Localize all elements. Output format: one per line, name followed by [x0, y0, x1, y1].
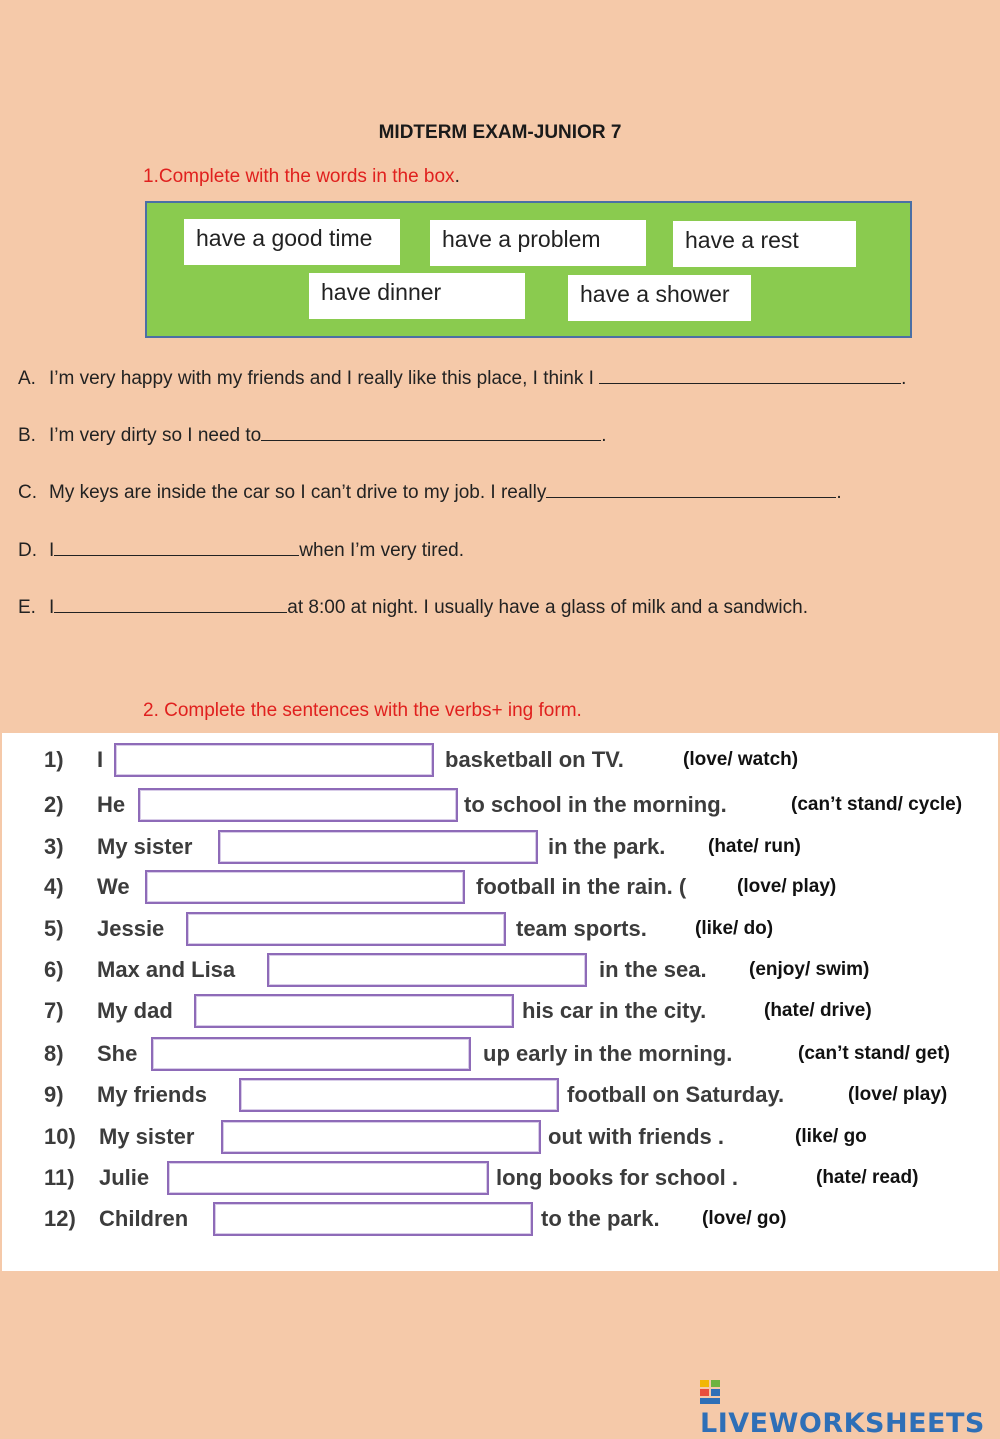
item-hint: (like/ go — [795, 1126, 867, 1147]
word-chip: have a good time — [184, 219, 400, 265]
answer-input[interactable] — [267, 953, 587, 987]
sentence-letter: E. — [18, 597, 36, 618]
sentence-text-end: . — [901, 368, 907, 389]
word-box — [145, 201, 912, 338]
item-number: 8) — [44, 1041, 64, 1066]
sentence-text-end: at 8:00 at night. I usually have a glass of milk and a sandwich. — [287, 597, 808, 618]
exercise-row — [2, 1078, 998, 1112]
answer-blank[interactable] — [261, 424, 601, 441]
item-subject: Jessie — [97, 916, 165, 941]
liveworksheets-logo-icon — [700, 1380, 720, 1404]
item-rest: football in the rain. ( — [476, 874, 687, 899]
item-number: 10) — [44, 1124, 76, 1149]
item-hint: (can’t stand/ get) — [798, 1043, 951, 1064]
answer-input[interactable] — [194, 994, 514, 1028]
exercise-row — [2, 1120, 998, 1154]
sentence-text: I — [49, 597, 55, 618]
item-number: 9) — [44, 1082, 64, 1107]
sentence-letter: B. — [18, 425, 36, 446]
sentence-letter: A. — [18, 368, 36, 389]
exercise-row — [2, 1202, 998, 1236]
answer-input[interactable] — [138, 788, 458, 822]
item-rest: long books for school . — [496, 1165, 738, 1190]
section2-heading: 2. Complete the sentences with the verbs+ ing form. — [143, 700, 582, 721]
brand-text: LIVEWORKSHEETS — [700, 1408, 985, 1439]
sentence-e — [18, 596, 808, 619]
sentence-text: I’m very happy with my friends and I really like this place, I think I — [49, 368, 600, 389]
word-chip: have a problem — [430, 220, 646, 266]
sentence-text-end: when I’m very tired. — [299, 540, 465, 561]
item-subject: My friends — [97, 1082, 208, 1107]
answer-input[interactable] — [151, 1037, 471, 1071]
sentence-c — [18, 481, 842, 504]
item-number: 12) — [44, 1206, 76, 1231]
answer-blank[interactable] — [54, 539, 299, 556]
answer-input[interactable] — [114, 743, 434, 777]
item-rest: to the park. — [541, 1206, 660, 1231]
answer-blank[interactable] — [54, 596, 287, 613]
item-rest: basketball on TV. — [445, 747, 624, 772]
item-hint: (hate/ read) — [816, 1167, 919, 1188]
item-subject: We — [97, 874, 130, 899]
answer-input[interactable] — [167, 1161, 489, 1195]
section1-heading-text: 1.Complete with the words in the box — [143, 166, 455, 187]
sentence-text-end: . — [836, 482, 842, 503]
answer-input[interactable] — [239, 1078, 559, 1112]
item-number: 11) — [44, 1165, 75, 1190]
answer-input[interactable] — [145, 870, 465, 904]
item-subject: Julie — [99, 1165, 150, 1190]
item-subject: My dad — [97, 998, 173, 1023]
word-chip: have a shower — [568, 275, 751, 321]
item-hint: (can’t stand/ cycle) — [791, 794, 963, 815]
sentence-a — [18, 367, 906, 390]
item-number: 2) — [44, 792, 64, 817]
word-chip: have dinner — [309, 273, 525, 319]
exercise-row — [2, 1161, 998, 1195]
item-hint: (enjoy/ swim) — [749, 959, 870, 980]
item-hint: (love/ play) — [737, 876, 837, 897]
word-chip: have a rest — [673, 221, 856, 267]
item-subject: She — [97, 1041, 138, 1066]
item-subject: I — [97, 747, 104, 772]
item-hint: (hate/ drive) — [764, 1000, 872, 1021]
sentence-letter: D. — [18, 540, 37, 561]
item-number: 1) — [44, 747, 64, 772]
sentence-d — [18, 539, 464, 562]
exercise2-panel — [2, 733, 998, 1271]
item-number: 3) — [44, 834, 64, 859]
item-subject: Max and Lisa — [97, 957, 236, 982]
item-hint: (love/ go) — [702, 1208, 787, 1229]
exercise-row — [2, 870, 998, 904]
item-rest: to school in the morning. — [464, 792, 727, 817]
exercise-row — [2, 743, 998, 777]
item-rest: up early in the morning. — [483, 1041, 733, 1066]
exercise-row — [2, 994, 998, 1028]
item-hint: (love/ watch) — [683, 749, 799, 770]
exercise-row — [2, 953, 998, 987]
item-subject: My sister — [97, 834, 193, 859]
item-rest: his car in the city. — [522, 998, 707, 1023]
item-subject: Children — [99, 1206, 189, 1231]
exercise-row — [2, 830, 998, 864]
item-subject: My sister — [99, 1124, 195, 1149]
sentence-text-end: . — [601, 425, 607, 446]
section1-heading-period: . — [454, 166, 460, 187]
answer-input[interactable] — [186, 912, 506, 946]
exercise-row — [2, 912, 998, 946]
page-title: MIDTERM EXAM-JUNIOR 7 — [378, 122, 622, 143]
answer-input[interactable] — [213, 1202, 533, 1236]
item-subject: He — [97, 792, 126, 817]
item-number: 4) — [44, 874, 64, 899]
brand-logo — [700, 1377, 995, 1439]
answer-blank[interactable] — [546, 481, 836, 498]
sentence-text: I — [49, 540, 55, 561]
answer-input[interactable] — [218, 830, 538, 864]
exercise-row — [2, 788, 998, 822]
item-number: 5) — [44, 916, 64, 941]
item-hint: (love/ play) — [848, 1084, 948, 1105]
item-hint: (hate/ run) — [708, 836, 801, 857]
answer-blank[interactable] — [599, 367, 901, 384]
item-hint: (like/ do) — [695, 918, 774, 939]
sentence-b — [18, 424, 607, 447]
item-rest: out with friends . — [548, 1124, 724, 1149]
item-rest: in the sea. — [599, 957, 707, 982]
sentence-text: My keys are inside the car so I can’t drive to my job. I really — [49, 482, 547, 503]
section1-heading — [143, 166, 460, 188]
sentence-text: I’m very dirty so I need to — [49, 425, 262, 446]
exercise-row — [2, 1037, 998, 1071]
item-rest: football on Saturday. — [567, 1082, 785, 1107]
item-rest: team sports. — [516, 916, 647, 941]
sentence-letter: C. — [18, 482, 37, 503]
item-number: 7) — [44, 998, 64, 1023]
answer-input[interactable] — [221, 1120, 541, 1154]
item-number: 6) — [44, 957, 64, 982]
item-rest: in the park. — [548, 834, 666, 859]
